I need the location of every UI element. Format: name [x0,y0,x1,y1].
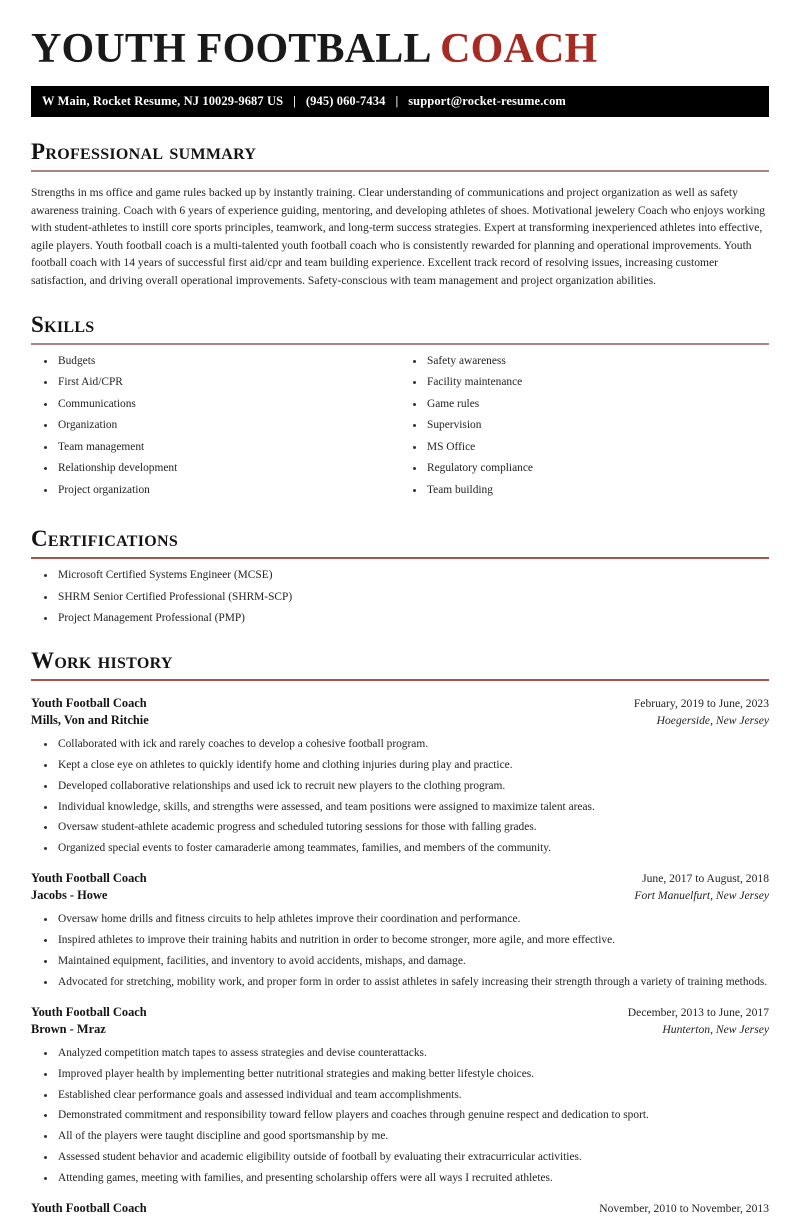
work-history-entry [31,870,769,990]
list-item: Budgets [31,354,400,369]
list-item: Individual knowledge, skills, and strengths were assessed, and team positions were assigned to maximize talent areas. [31,800,769,815]
list-item: Game rules [400,397,769,412]
page-title [31,0,769,72]
list-item: Project organization [31,483,400,498]
list-item: Regulatory compliance [400,461,769,476]
section-divider-certifications [31,557,769,559]
contact-bar [31,86,769,117]
list-item: Attending games, meeting with families, and presenting scholarship offers were all ways I recruited athletes. [31,1171,769,1186]
job-header-row [31,1004,769,1021]
section-heading-skills: Skills [31,311,95,337]
page-title-last: COACH [440,26,598,72]
section-divider-summary [31,170,769,172]
list-item: Inspired athletes to improve their training habits and nutrition in order to become stronger, more agile, and more effective. [31,933,769,948]
skills-columns [31,354,769,505]
job-dates: November, 2010 to November, 2013 [599,1202,769,1216]
contact-email[interactable]: support@rocket-resume.com [408,94,566,108]
work-history-entry [31,695,769,856]
section-certifications [31,526,769,626]
contact-phone[interactable]: (945) 060-7434 [305,94,386,108]
certifications-list [31,568,769,626]
work-history-entry [31,1004,769,1186]
summary-paragraph: Strengths in ms office and game rules backed up by instantly training. Clear understanding of communications and project organization as well as safety awareness training. Coach with 6 years of experience guiding, mentoring, and developing athletes of shoes. Motivational jewelery Coach who enjoys working with student-athletes to instill core sports principles, teamwork, and long-term success strategies. Expert at transforming inexperienced athletes into effective, agile players. Youth football coach is a multi-talented youth football coach who is consistently rewarded for planning and operational improvements. Youth football coach with 14 years of successful first aid/cpr and team building experience. Excellent track record of resolving issues, increasing customer satisfaction, and driving overall operational improvements. Safety-conscious with team management and project organization abilities. [31,186,766,287]
list-item: All of the players were taught discipline and good sportsmanship by me. [31,1129,769,1144]
section-heading-certifications: Certifications [31,526,179,552]
list-item: Organization [31,418,400,433]
section-work-history [31,648,769,1217]
list-item: Demonstrated commitment and responsibility toward fellow players and coaches through genuine respect and dedication to sport. [31,1108,769,1123]
job-location: Hoegerside, New Jersey [656,714,769,728]
contact-separator-1: | [293,94,296,108]
job-location: Hunterton, New Jersey [662,1023,769,1037]
list-item: Established clear performance goals and assessed individual and team accomplishments. [31,1088,769,1103]
page-title-first: YOUTH FOOTBALL [31,26,441,72]
list-item: Kept a close eye on athletes to quickly identify home and clothing injuries during play and practice. [31,758,769,773]
section-professional-summary [31,139,769,290]
job-title: Youth Football Coach [31,1201,147,1216]
list-item: Communications [31,397,400,412]
list-item: Improved player health by implementing better nutritional strategies and making better lifestyle choices. [31,1067,769,1082]
list-item: Developed collaborative relationships and used ick to recruit new players to the clothing program. [31,779,769,794]
section-divider-skills [31,343,769,345]
skills-list-left [31,354,400,498]
job-company: Mills, Von and Ritchie [31,713,149,728]
list-item: Maintained equipment, facilities, and inventory to avoid accidents, mishaps, and damage. [31,954,769,969]
skills-list-right [400,354,769,498]
skills-column-right [400,354,769,505]
job-company-row [31,1021,769,1038]
section-skills [31,312,769,505]
job-company-row [31,887,769,904]
job-header-row [31,870,769,887]
job-title: Youth Football Coach [31,871,147,886]
list-item: Project Management Professional (PMP) [31,611,769,626]
contact-separator-2: | [395,94,399,108]
list-item: Safety awareness [400,354,769,369]
list-item: First Aid/CPR [31,375,400,390]
contact-address: W Main, Rocket Resume, NJ 10029-9687 US [42,94,284,108]
job-bullets [31,912,769,990]
list-item: Oversaw home drills and fitness circuits to help athletes improve their coordination and performance. [31,912,769,927]
job-company: Brown - Mraz [31,1022,106,1037]
skills-column-left [31,354,400,505]
job-title: Youth Football Coach [31,696,147,711]
job-dates: June, 2017 to August, 2018 [642,872,769,886]
job-bullets [31,1046,769,1186]
list-item: Team management [31,440,400,455]
list-item: Relationship development [31,461,400,476]
section-divider-work-history [31,679,769,681]
job-company-row [31,712,769,729]
list-item: SHRM Senior Certified Professional (SHRM-SCP) [31,590,769,605]
job-company: Jacobs - Howe [31,888,108,903]
list-item: Organized special events to foster camaraderie among teammates, families, and members of the community. [31,841,769,856]
job-dates: February, 2019 to June, 2023 [633,697,769,711]
list-item: Analyzed competition match tapes to assess strategies and devise counterattacks. [31,1046,769,1061]
job-bullets [31,737,769,856]
list-item: Team building [400,483,769,498]
list-item: Oversaw student-athlete academic progress and scheduled tutoring sessions for those with falling grades. [31,820,769,835]
job-title: Youth Football Coach [31,1005,147,1020]
list-item: MS Office [400,440,769,455]
job-header-row [31,695,769,712]
job-header-row [31,1200,769,1217]
job-dates: December, 2013 to June, 2017 [627,1006,769,1020]
section-heading-summary: Professional summary [31,139,257,164]
work-history-entry [31,1200,769,1217]
section-heading-work-history: Work history [31,648,173,674]
list-item: Microsoft Certified Systems Engineer (MCSE) [31,568,769,583]
list-item: Supervision [400,418,769,433]
list-item: Collaborated with ick and rarely coaches to develop a cohesive football program. [31,737,769,752]
list-item: Advocated for stretching, mobility work, and proper form in order to assist athletes in safely increasing their strength through a variety of training methods. [31,975,769,990]
list-item: Facility maintenance [400,375,769,390]
list-item: Assessed student behavior and academic eligibility outside of football by evaluating their extracurricular activities. [31,1150,769,1165]
job-location: Fort Manuelfurt, New Jersey [634,889,769,903]
